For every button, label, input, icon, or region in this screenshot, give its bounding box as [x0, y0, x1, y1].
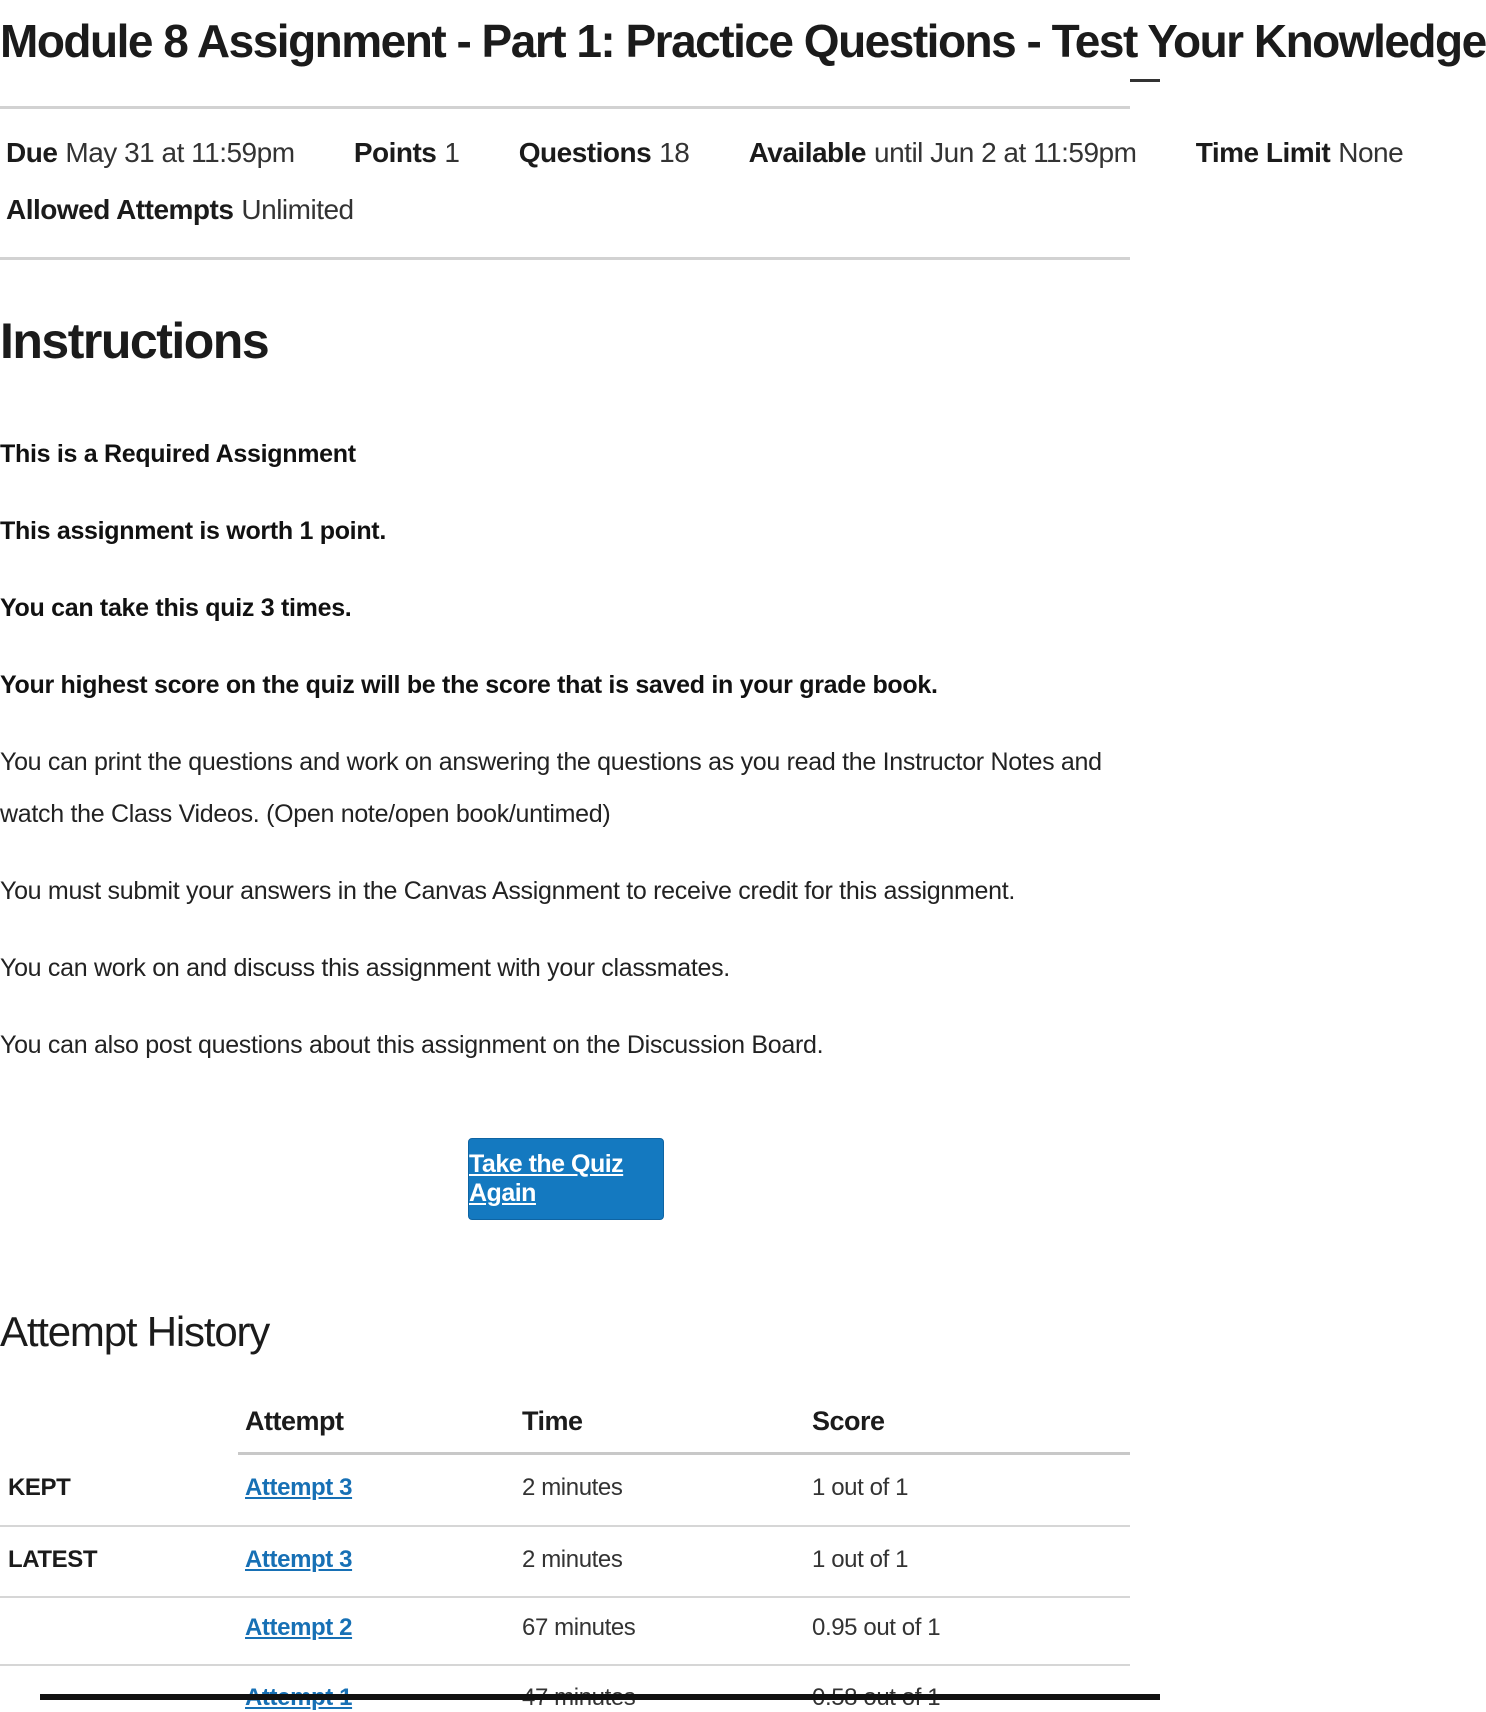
- attempt-score: 1 out of 1: [812, 1546, 909, 1573]
- attempt-history-heading: Attempt History: [0, 1308, 270, 1355]
- column-header-attempt: Attempt: [245, 1406, 344, 1436]
- attempt-score: 0.95 out of 1: [812, 1614, 941, 1641]
- divider: [0, 257, 1130, 260]
- table-header-divider: [238, 1452, 1130, 1455]
- take-quiz-again-button[interactable]: Take the Quiz Again: [468, 1138, 664, 1220]
- attempt-time: 67 minutes: [522, 1614, 636, 1641]
- instruction-line: You can take this quiz 3 times.: [0, 594, 352, 622]
- attempt-link[interactable]: Attempt 3: [245, 1474, 353, 1501]
- table-row-divider: [0, 1664, 1130, 1666]
- instruction-line: You can also post questions about this assignment on the Discussion Board.: [0, 1031, 824, 1059]
- instruction-line: You must submit your answers in the Canvas Assignment to receive credit for this assignment.: [0, 877, 1016, 905]
- table-row-divider: [0, 1596, 1130, 1598]
- attempt-time: 2 minutes: [522, 1474, 623, 1501]
- instructions-heading: Instructions: [0, 313, 269, 369]
- attempt-score: 1 out of 1: [812, 1474, 909, 1501]
- divider: [0, 106, 1130, 109]
- attempt-link[interactable]: Attempt 2: [245, 1614, 353, 1641]
- column-header-score: Score: [812, 1406, 885, 1436]
- attempt-tag-kept: KEPT: [8, 1474, 71, 1501]
- attempt-time: 2 minutes: [522, 1546, 623, 1573]
- instruction-line: This is a Required Assignment: [0, 440, 356, 468]
- attempt-link[interactable]: Attempt 3: [245, 1546, 353, 1573]
- points-info: Points 1: [353, 137, 460, 168]
- allowed-attempts-info: Allowed Attempts Unlimited: [6, 194, 354, 225]
- time-limit-info: Time Limit None: [1195, 137, 1404, 168]
- instruction-line: You can work on and discuss this assignment with your classmates.: [0, 954, 730, 982]
- bottom-edge-bar: [40, 1694, 1160, 1700]
- minimize-icon[interactable]: [1130, 79, 1160, 82]
- questions-info: Questions 18: [518, 137, 690, 168]
- assignment-meta-row: [6, 137, 1403, 169]
- column-header-time: Time: [522, 1406, 583, 1436]
- due-info: Due May 31 at 11:59pm: [6, 137, 295, 168]
- instruction-line: Your highest score on the quiz will be the score that is saved in your grade book.: [0, 671, 938, 699]
- page-title: Module 8 Assignment - Part 1: Practice Questions - Test Your Knowledge: [0, 15, 1486, 67]
- instruction-line: You can print the questions and work on answering the questions as you read the Instructor Notes and watch the Class Videos. (Open note/open book/untimed): [0, 748, 1102, 828]
- instruction-line: This assignment is worth 1 point.: [0, 517, 386, 545]
- available-info: Available until Jun 2 at 11:59pm: [748, 137, 1137, 168]
- attempt-tag-latest: LATEST: [8, 1546, 98, 1573]
- table-row-divider: [0, 1525, 1130, 1527]
